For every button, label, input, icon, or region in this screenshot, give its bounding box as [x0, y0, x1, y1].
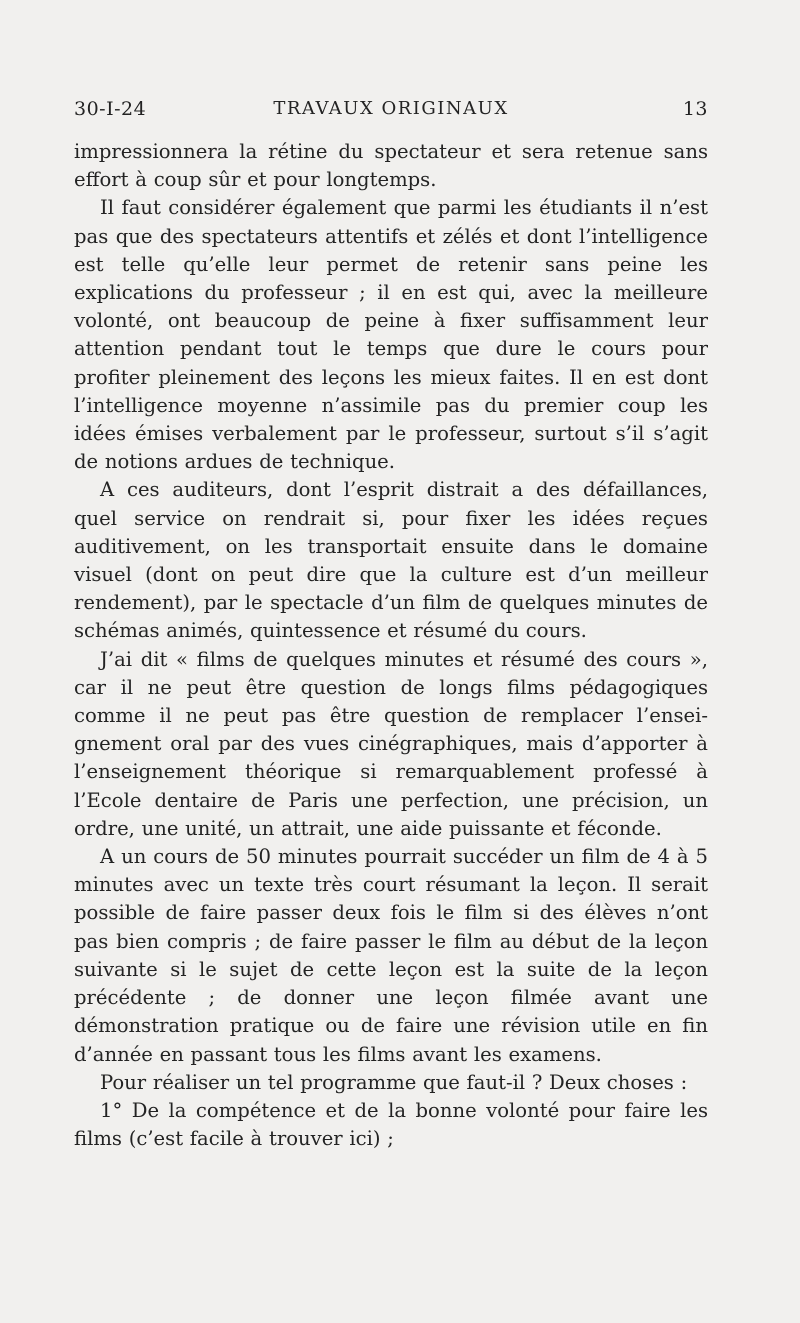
header-page-number: 13 — [682, 98, 708, 120]
paragraph: A ces auditeurs, dont l’esprit distrait a des défaillances, quel service on rendrait si, pour fixer les idées reçues auditivement, on les transportait ensuite dans le domaine visuel (dont on peut dire que la culture est d’un meilleur rendement), par le spectacle d’un film de quelques minutes de schémas animés, quintessence et résumé du cours. — [74, 478, 708, 643]
paragraph: A un cours de 50 minutes pourrait succéder un film de 4 à 5 minutes avec un texte très court résumant la leçon. Il serait possible de faire passer deux fois le film si des élèves n’ont pas bien compris ; de faire passer le film au début de la leçon suivante si le sujet de cette leçon est la suite de la leçon précédente ; de donner une leçon filmée avant une démonstration pratique ou de faire une révision utile en fin d’année en passant tous les films avant les examens. — [74, 845, 708, 1066]
document-page — [74, 98, 708, 1153]
header-section-title: TRAVAUX ORIGINAUX — [273, 98, 509, 119]
paragraph: J’ai dit « films de quelques minutes et résumé des cours », car il ne peut être question de longs films pédagogiques comme il ne peut pas être question de remplacer l’enseignement oral par des vues cinégraphiques, mais d’apporter à l’enseignement théorique si remarquablement professé à l’Ecole dentaire de Paris une perfection, une précision, un ordre, une unité, un attrait, une aide puissante et féconde. — [74, 647, 708, 840]
paragraph-continuation: impressionnera la rétine du spectateur et sera retenue sans effort à coup sûr et pour longtemps. — [74, 140, 708, 192]
body-text — [74, 138, 708, 1153]
paragraph: 1° De la compétence et de la bonne volonté pour faire les films (c’est facile à trouver ici) ; — [74, 1098, 708, 1151]
running-header — [74, 98, 708, 138]
header-date: 30-I-24 — [74, 98, 147, 120]
paragraph: Il faut considérer également que parmi les étudiants il n’est pas que des spectateurs attentifs et zélés et dont l’intelligence est telle qu’elle leur permet de retenir sans peine les explications du professeur ; il en est qui, avec la meilleure volonté, ont beaucoup de peine à fixer suffisamment leur attention pendant tout le temps que dure le cours pour profiter pleinement des leçons les mieux faites. Il en est dont l’intelligence moyenne n’assimile pas du premier coup les idées émises verbalement par le professeur, surtout s’il s’agit de notions ardues de technique. — [74, 196, 708, 474]
paragraph: Pour réaliser un tel programme que faut-il ? Deux choses : — [100, 1070, 688, 1094]
